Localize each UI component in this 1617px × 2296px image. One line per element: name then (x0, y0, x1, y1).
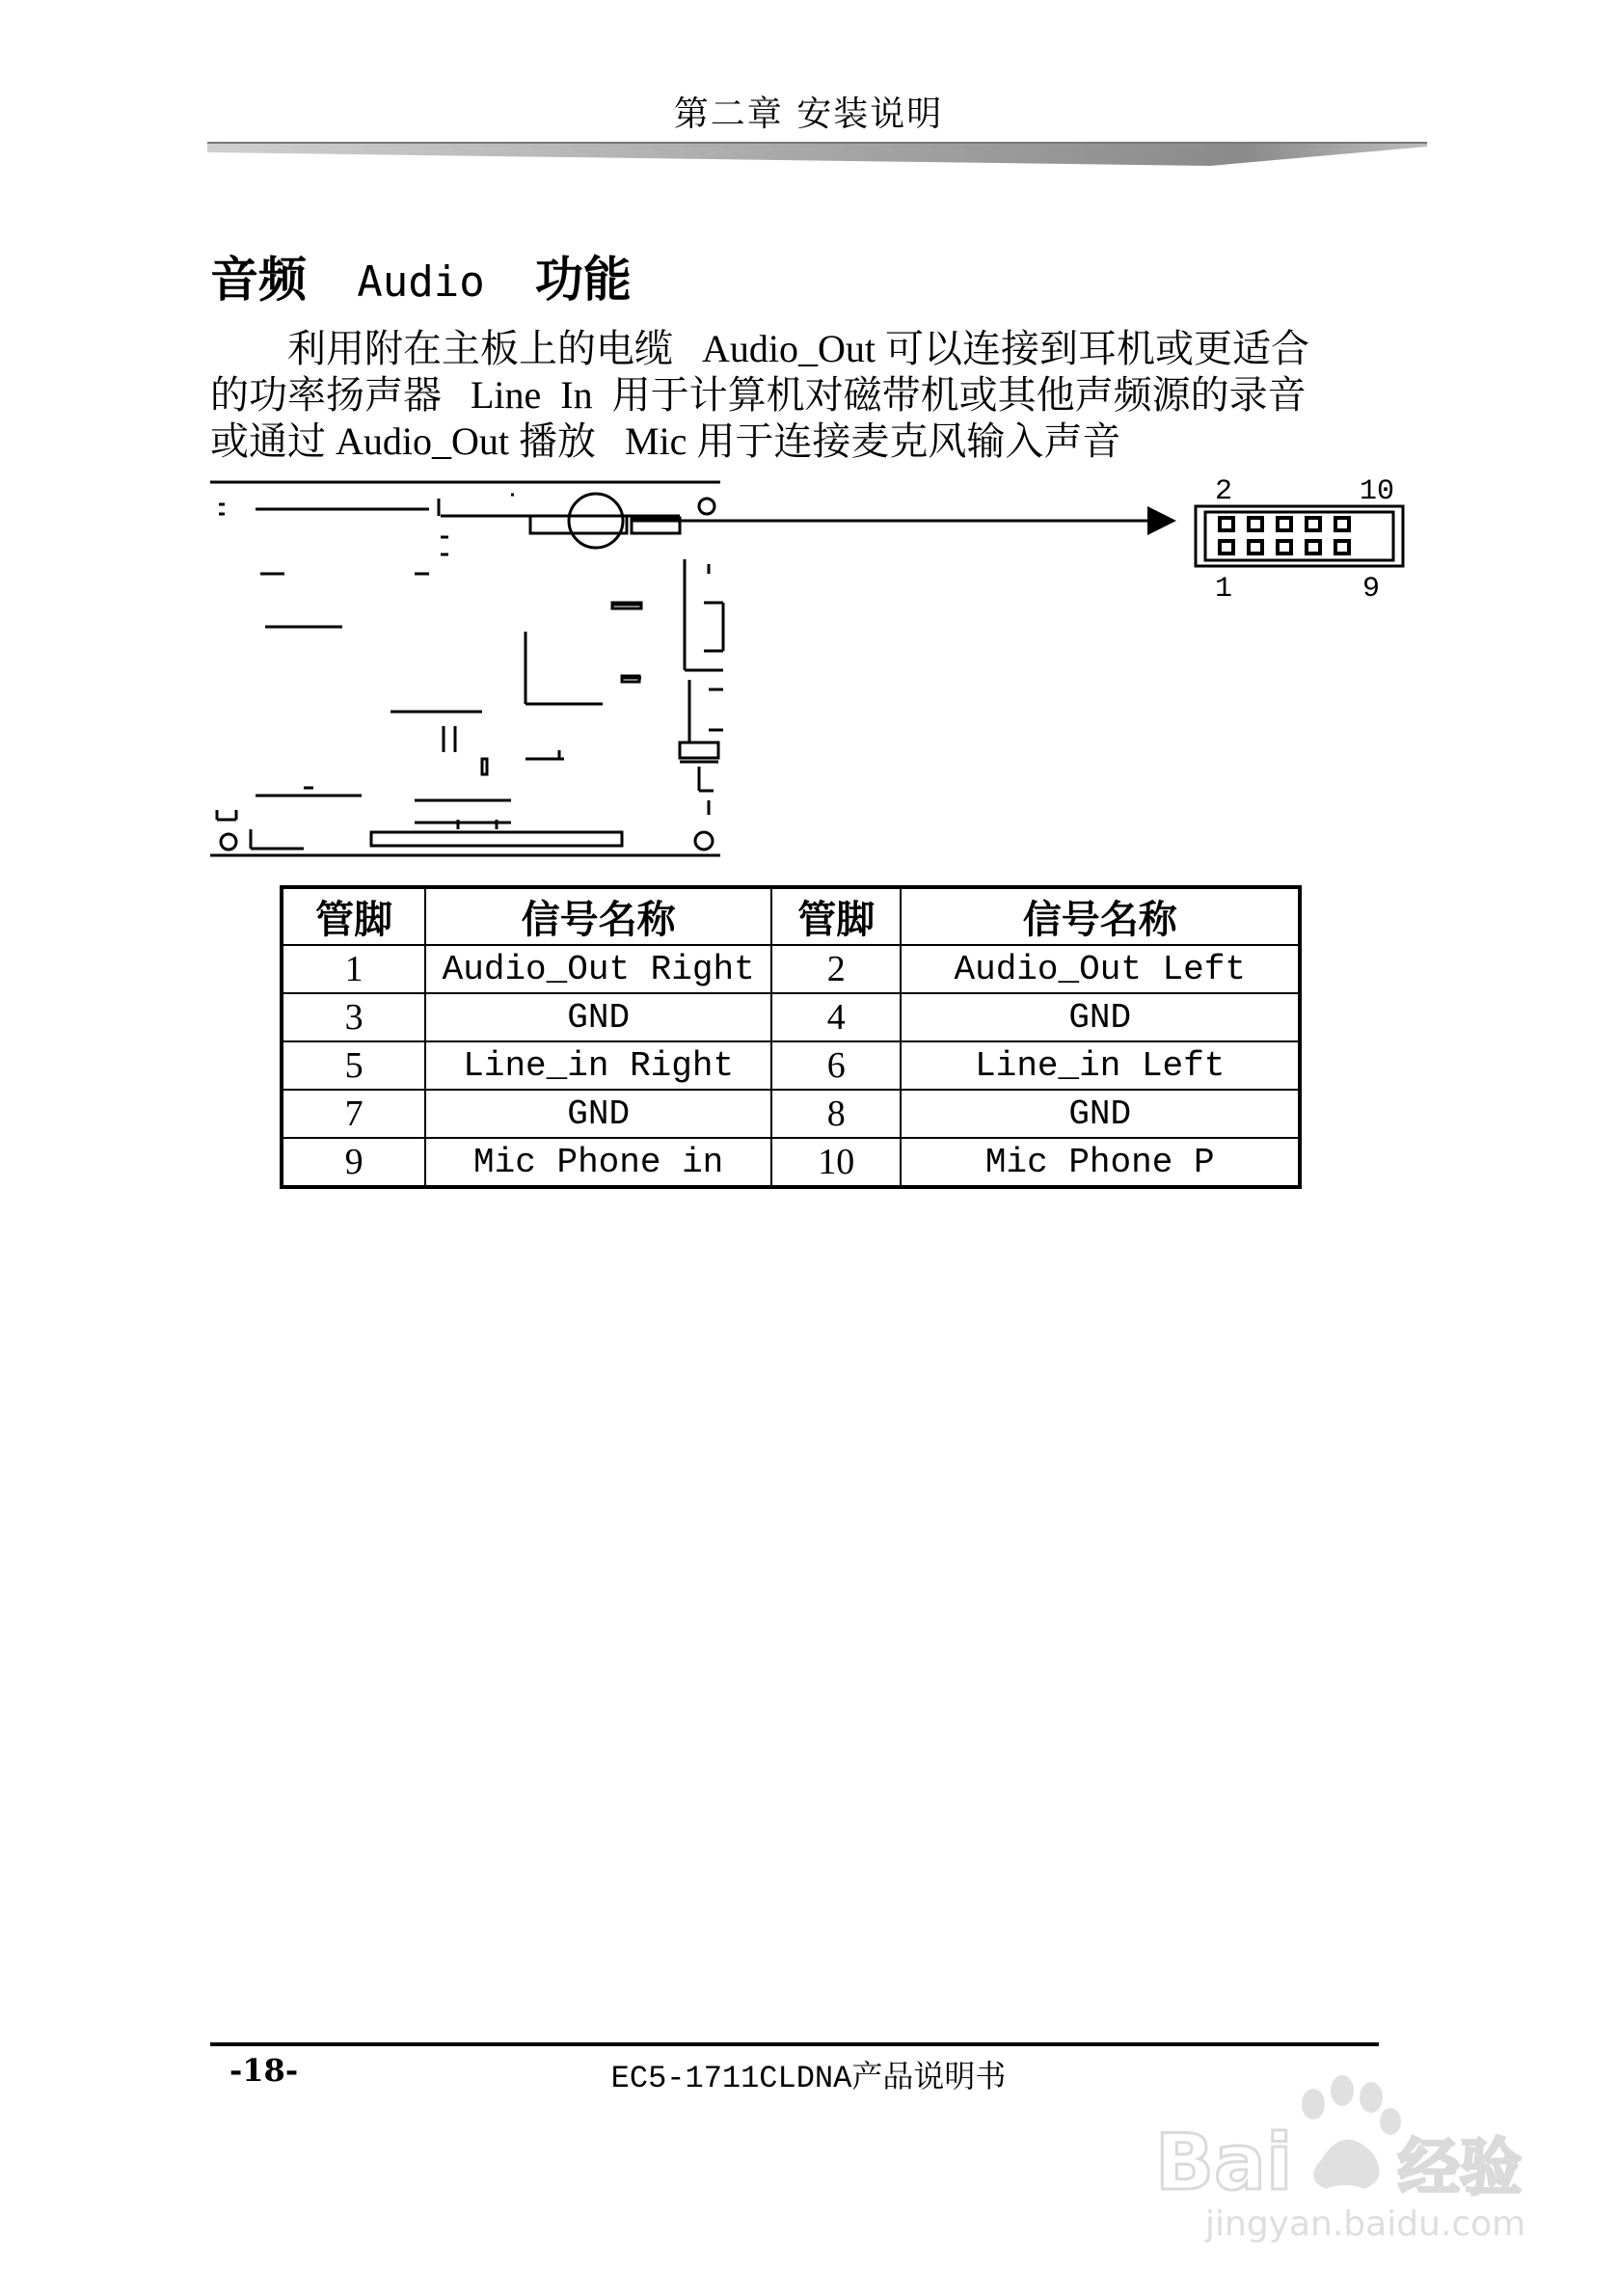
connector-pins (1220, 518, 1349, 554)
watermark-brand: Bai (1155, 2118, 1293, 2207)
pin-number: 4 (771, 993, 901, 1041)
watermark-brand-cn: 经验 (1398, 2133, 1522, 2204)
pin-table (280, 885, 1302, 1189)
signal-name: Audio_Out Right (425, 945, 771, 993)
footer-doc-suffix: 产品说明书 (851, 2058, 1007, 2094)
table-row (282, 993, 1300, 1041)
table-header-row (282, 887, 1300, 945)
table-row (282, 1138, 1300, 1187)
page-header-title: 第二章 安装说明 (673, 95, 944, 134)
signal-name: GND (425, 993, 771, 1041)
table-row (282, 1041, 1300, 1090)
table-row (282, 945, 1300, 993)
section-title-prefix: 音频 (210, 251, 307, 308)
signal-name: Audio_Out Left (901, 945, 1300, 993)
paragraph-line-2: 的功率扬声器 Line In 用于计算机对磁带机或其他声频源的录音 (210, 373, 1307, 417)
pin-number: 10 (771, 1138, 901, 1187)
baidu-jingyan-watermark (1138, 2044, 1543, 2247)
pin-number: 5 (282, 1041, 425, 1090)
table-row (282, 1090, 1300, 1138)
signal-name: Line_in Left (901, 1041, 1300, 1090)
pin-number: 7 (282, 1090, 425, 1138)
watermark-url: jingyan.baidu.com (1205, 2204, 1526, 2244)
signal-name: GND (425, 1090, 771, 1138)
footer-doc-model: EC5-1711CLDNA (610, 2061, 852, 2096)
connector-label-2: 2 (1215, 477, 1233, 508)
header-pin: 管脚 (771, 887, 901, 945)
pin-number: 2 (771, 945, 901, 993)
connector-label-9: 9 (1362, 573, 1381, 606)
motherboard-diagram (207, 477, 1427, 863)
section-title (210, 241, 632, 311)
header-signal: 信号名称 (901, 887, 1300, 945)
paragraph-line-3: 或通过 Audio_Out 播放 Mic 用于连接麦克风输入声音 (210, 419, 1121, 463)
section-title-audio: Audio (357, 257, 485, 307)
connector-label-10: 10 (1360, 477, 1395, 508)
connector-label-1: 1 (1215, 573, 1233, 606)
signal-name: Mic Phone in (425, 1138, 771, 1187)
page-number: -18- (229, 2052, 299, 2089)
pin-number: 6 (771, 1041, 901, 1090)
header-rule (207, 141, 1427, 170)
pin-number: 3 (282, 993, 425, 1041)
header-pin: 管脚 (282, 887, 425, 945)
pin-number: 8 (771, 1090, 901, 1138)
section-title-suffix: 功能 (534, 251, 632, 308)
paragraph-line-1: 利用附在主板上的电缆 Audio_Out 可以连接到耳机或更适合 (287, 327, 1309, 370)
header-signal: 信号名称 (425, 887, 771, 945)
signal-name: Line_in Right (425, 1041, 771, 1090)
paw-icon (1302, 2075, 1401, 2189)
signal-name: GND (901, 1090, 1300, 1138)
signal-name: GND (901, 993, 1300, 1041)
pin-number: 9 (282, 1138, 425, 1187)
pin-number: 1 (282, 945, 425, 993)
signal-name: Mic Phone P (901, 1138, 1300, 1187)
